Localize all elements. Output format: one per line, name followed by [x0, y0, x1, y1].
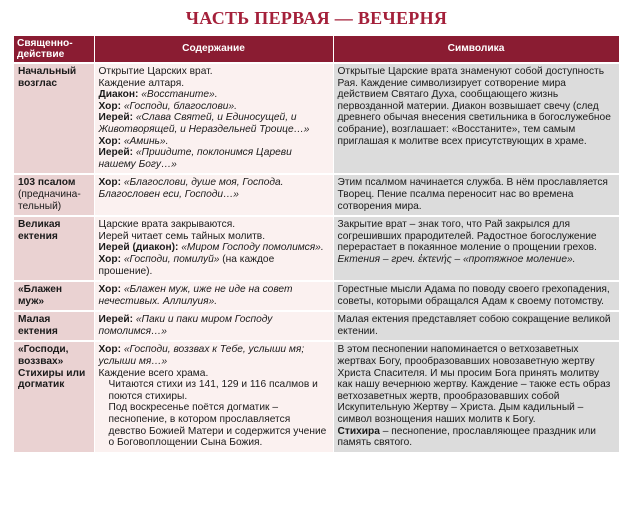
speaker-label: Хор: — [98, 135, 121, 147]
speaker-label: Иерей (диакон): — [98, 242, 179, 254]
action-label: «Блажен муж» — [18, 284, 63, 307]
content-cell — [94, 281, 333, 311]
content-cell — [94, 216, 333, 281]
speaker-label: Хор: — [98, 253, 121, 265]
action-cell — [14, 281, 94, 311]
content-line — [99, 136, 329, 148]
speaker-text: «Миром Господу помолимся». — [181, 242, 324, 254]
action-cell — [14, 216, 94, 281]
content-line — [99, 314, 329, 337]
speaker-text: «Восстаните». — [141, 89, 218, 101]
content-line — [99, 147, 329, 170]
content-line: Открытие Царских врат. — [98, 66, 213, 77]
speaker-label: Хор: — [98, 100, 121, 112]
content-cell — [94, 63, 333, 174]
header-symbolism: Символика — [333, 36, 619, 63]
symbolism-text: Открытые Царские врата знаменуют собой доступность Рая. Каждение символизирует сотворение мира действием Святаго Духа, сообщающего жизнь первозданной материи. Диакон возвышает свечу (след древнего обычая внесения светильника в богослужебное собрание), возглашает: «Восстаните», тем самым приглашая к молитве всех присутствующих в храме. — [337, 66, 611, 147]
symbolism-tail: – песнопение, прославляющее праздник или память святого. — [337, 425, 596, 449]
action-label: Великая ектения — [18, 219, 61, 242]
content-tail: (на каждое прошение). — [98, 253, 275, 277]
header-content: Содержание — [94, 36, 333, 63]
speaker-text: «Господи, помилуй» — [123, 253, 220, 265]
speaker-text: «Приидите, поклонимся Цареви нашему Богу…» — [98, 147, 292, 170]
content-line — [99, 112, 329, 135]
speaker-label: Иерей: — [98, 314, 134, 326]
table-row — [14, 311, 619, 341]
speaker-text: «Господи, воззвах к Тебе, услыши мя; услыши мя…» — [98, 344, 305, 368]
speaker-text: «Аминь». — [123, 135, 169, 147]
table-row — [14, 341, 619, 452]
symbolism-text: В этом песнопении напоминается о ветхозаветных жертвах Богу, прообразовавших новозаветную жертву Христа Спасителя. И мы просим Бога принять молитву как нашу вечернюю жертву. Каждение – также есть образ ветхозаветных жертв, прообразовавших собой Искупительную Жертву – Христа. Дым кадильный – символ вознощения наших молитв к Богу. — [337, 344, 611, 426]
vespers-table — [14, 36, 620, 454]
content-line: Каждение алтаря. — [98, 77, 185, 89]
page-title: ЧАСТЬ ПЕРВАЯ — ВЕЧЕРНЯ — [185, 8, 448, 28]
speaker-label: Хор: — [98, 344, 121, 356]
action-label: Малая ектения — [18, 314, 58, 337]
symbolism-cell — [333, 174, 619, 216]
action-cell — [14, 174, 94, 216]
symbolism-cell — [333, 341, 619, 452]
action-cell — [14, 311, 94, 341]
table-row — [14, 216, 619, 281]
action-sublabel: (предначина-тельный) — [18, 188, 81, 212]
content-cell — [94, 174, 333, 216]
speaker-label: Иерей: — [98, 147, 134, 159]
symbolism-italic: Ектения – греч. ἐκτενής – «протяжное моление». — [337, 253, 576, 265]
speaker-label: Диакон: — [98, 89, 139, 101]
table-body — [14, 63, 619, 453]
speaker-text: «Господи, благослови». — [123, 100, 237, 112]
symbolism-text: Горестные мысли Адама по поводу своего грехопадения, советы, которыми обращался Адам к своему потомству. — [337, 284, 610, 307]
table-row — [14, 174, 619, 216]
speaker-text: «Слава Святей, и Единосущей, и Животворящей, и Нераздельней Троице…» — [98, 112, 310, 135]
content-line — [99, 242, 329, 277]
speaker-label: Хор: — [98, 284, 121, 296]
symbolism-cell — [333, 216, 619, 281]
speaker-label: Хор: — [98, 177, 121, 189]
speaker-text: «Блажен муж, иже не иде на совет нечестивых. Аллилуия». — [98, 284, 293, 307]
table-row — [14, 63, 619, 174]
content-line — [99, 101, 329, 113]
symbolism-cell — [333, 63, 619, 174]
symbolism-text: Малая ектения представляет собою сокращение великой ектении. — [337, 314, 611, 337]
table-header-row — [14, 36, 619, 63]
speaker-text: «Благослови, душе моя, Господа. Благословен еси, Господи…» — [98, 177, 284, 200]
action-label: Начальный возглас — [18, 66, 77, 89]
content-line — [99, 344, 329, 367]
symbolism-cell — [333, 281, 619, 311]
table-row — [14, 281, 619, 311]
content-line: Каждение всего храма. — [98, 367, 209, 379]
symbolism-text: Этим псалмом начинается служба. В нём прославляется Творец. Пение псалма переносит нас во времена сотворения мира. — [337, 177, 608, 212]
content-line: Читаются стихи из 141, 129 и 116 псалмов и поются стихиры. — [108, 379, 318, 402]
speaker-label: Иерей: — [98, 112, 134, 124]
action-label: 103 псалом — [18, 177, 76, 189]
content-cell — [94, 341, 333, 452]
content-line — [99, 89, 329, 101]
symbolism-cell — [333, 311, 619, 341]
content-line — [99, 177, 329, 200]
action-cell — [14, 341, 94, 452]
symbolism-text: Закрытие врат – знак того, что Рай закрылся для согрешивших прародителей. Радостное богослужение перерастает в покаянное моление о прощении грехов. — [337, 219, 597, 254]
header-action: Священно-действие — [14, 36, 94, 63]
symbolism-term: Стихира — [337, 425, 380, 437]
content-line — [99, 284, 329, 307]
content-line: Под воскресенье поётся догматик – песнопение, в котором прославляется девство Божией Матери и содержится учение о Боговоплощении Сына Божия. — [108, 402, 327, 449]
content-cell — [94, 311, 333, 341]
content-line: Иерей читает семь тайных молитв. — [98, 230, 266, 242]
content-line: Царские врата закрываются. — [98, 219, 236, 231]
action-label: «Господи, воззвах» Стихиры или догматик — [18, 344, 86, 391]
action-cell — [14, 63, 94, 174]
speaker-text: «Паки и паки миром Господу помолимся…» — [98, 314, 273, 337]
